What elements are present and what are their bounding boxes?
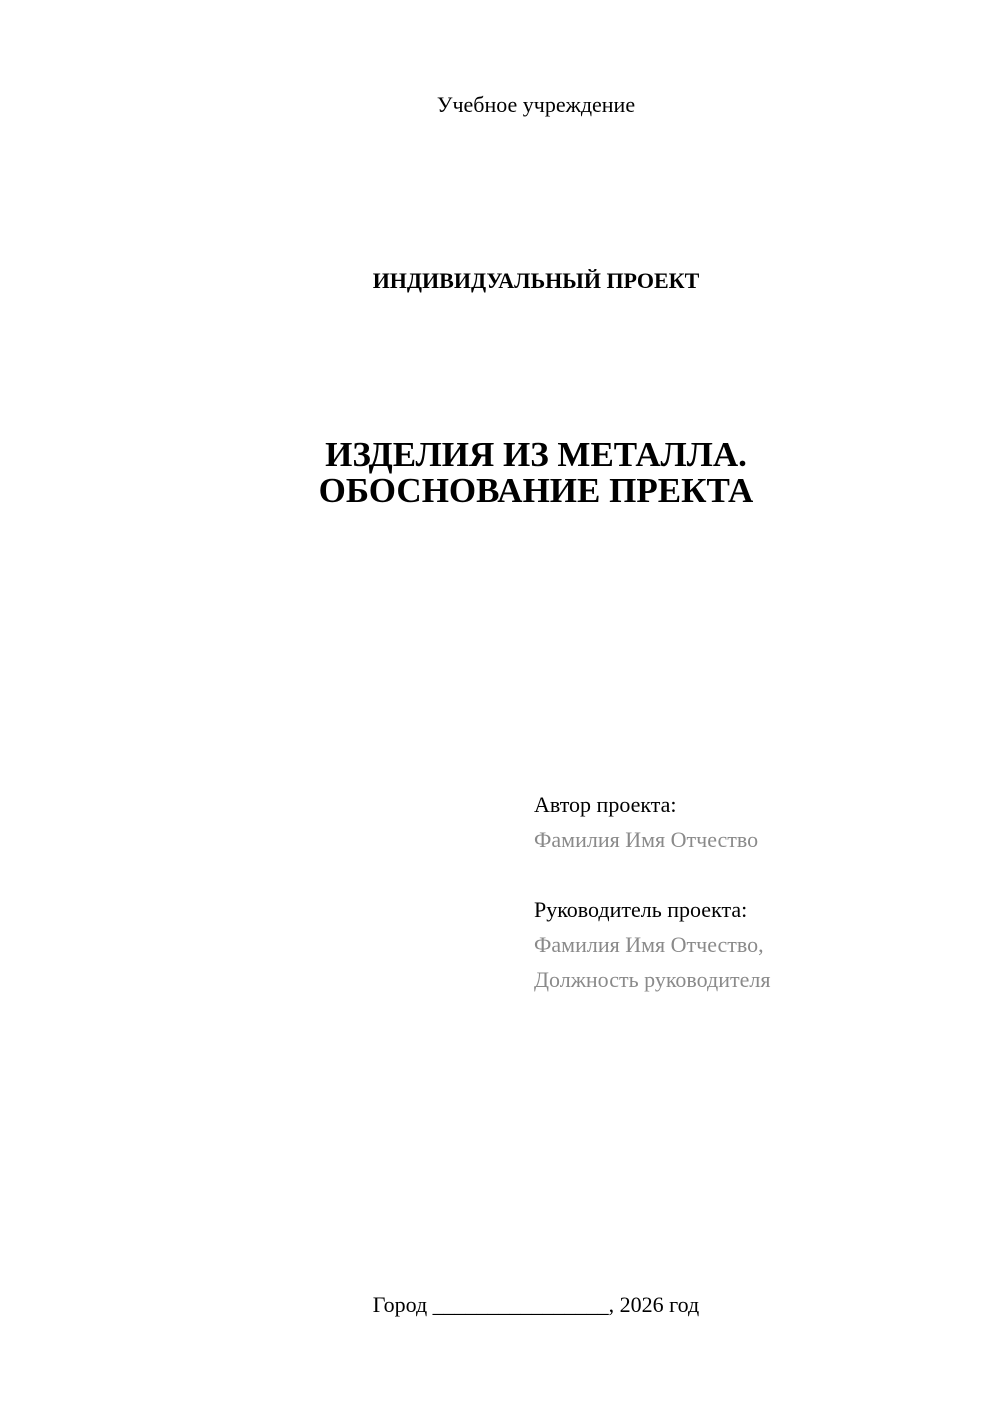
city-year-footer: Город ________________, 2026 год: [372, 1292, 700, 1317]
credits-spacer: [534, 857, 974, 892]
supervisor-position: Должность руководителя: [534, 967, 771, 992]
supervisor-name: Фамилия Имя Отчество,: [534, 932, 764, 957]
project-title-line-2: ОБОСНОВАНИЕ ПРЕКТА: [318, 471, 754, 510]
institution-name: Учебное учреждение: [436, 92, 636, 117]
project-title: [0, 437, 1000, 509]
author-label: Автор проекта:: [534, 792, 677, 817]
project-title-line-1: ИЗДЕЛИЯ ИЗ МЕТАЛЛА.: [325, 435, 747, 474]
author-name: Фамилия Имя Отчество: [534, 827, 759, 852]
project-type-heading: ИНДИВИДУАЛЬНЫЙ ПРОЕКТ: [372, 268, 700, 293]
credits-block: [534, 787, 974, 997]
supervisor-label: Руководитель проекта:: [534, 897, 748, 922]
